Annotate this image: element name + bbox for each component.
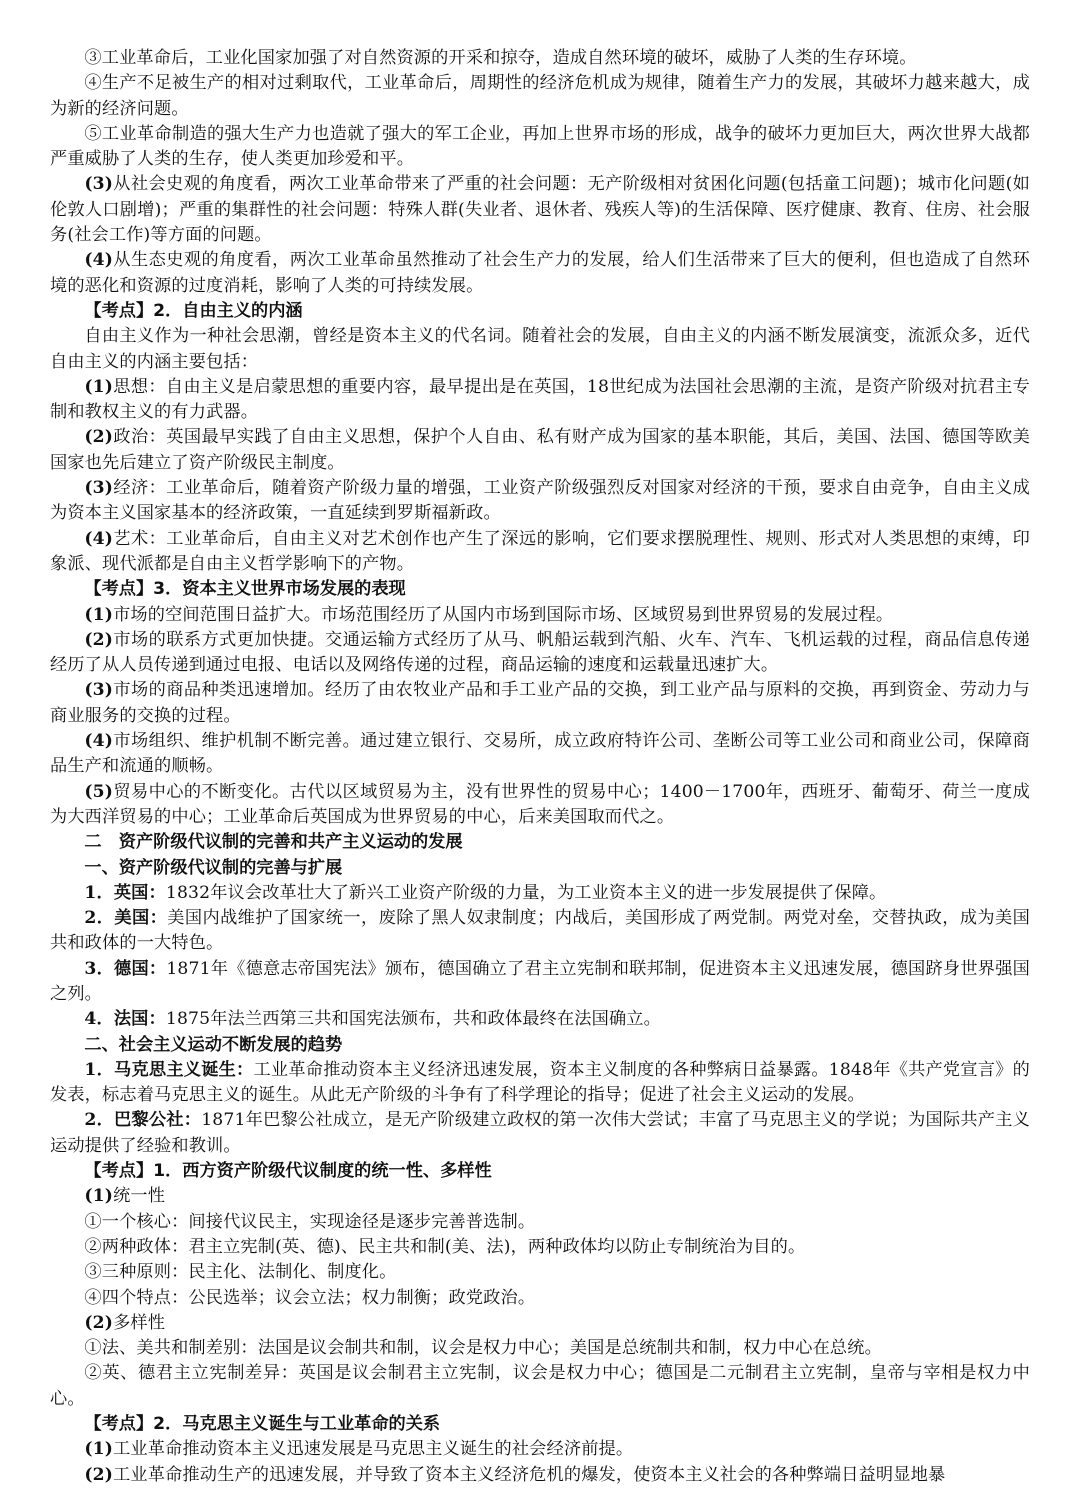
paragraph-text: 经济：工业革命后，随着资产阶级力量的增强，工业资产阶级强烈反对国家对经济的干预，要求自由竞争，自由主义成为资本主义国家基本的经济政策，一直延续到罗斯福新政。 (50, 478, 1030, 524)
paragraph (50, 628, 1030, 679)
paragraph (50, 324, 1030, 375)
paragraph-text: ①一个核心：间接代议民主，实现途径是逐步完善普选制。 (84, 1211, 536, 1232)
paragraph (50, 1108, 1030, 1159)
paragraph-lead: (2) (84, 629, 114, 650)
paragraph-lead: 2．美国： (84, 908, 168, 929)
paragraph-lead: (1) (84, 1439, 114, 1460)
paragraph-text: ①法、美共和制差别：法国是议会制共和制，议会是权力中心；美国是总统制共和制，权力中心在总统。 (84, 1338, 882, 1359)
paragraph-lead: 1．英国： (84, 882, 166, 903)
paragraph-text: 市场的联系方式更加快捷。交通运输方式经历了从马、帆船运载到汽船、火车、汽车、飞机运载的过程，商品信息传递经历了从人员传递到通过电报、电话以及网络传递的过程，商品运输的速度和运载量迅速扩大。 (50, 629, 1030, 676)
section-heading: 二、社会主义运动不断发展的趋势 (84, 1034, 343, 1055)
paragraph-text: ②英、德君主立宪制差异：英国是议会制君主立宪制，议会是权力中心；德国是二元制君主立宪制，皇帝与宰相是权力中心。 (50, 1363, 1030, 1409)
paragraph-lead: (2) (84, 1464, 114, 1485)
paragraph (50, 1210, 1030, 1235)
paragraph (50, 780, 1030, 831)
paragraph-lead: (2) (84, 427, 114, 448)
paragraph (50, 46, 1030, 71)
paragraph (50, 906, 1030, 957)
section-heading: 二 资产阶级代议制的完善和共产主义运动的发展 (84, 832, 463, 853)
paragraph-text: 多样性 (113, 1312, 166, 1333)
paragraph (50, 248, 1030, 299)
paragraph (50, 425, 1030, 476)
paragraph (50, 1336, 1030, 1361)
paragraph (50, 1058, 1030, 1109)
paragraph-lead: (2) (84, 1312, 114, 1333)
paragraph (50, 375, 1030, 426)
paragraph (50, 527, 1030, 578)
paragraph-text: 美国内战维护了国家统一，废除了黑人奴隶制度；内战后，美国形成了两党制。两党对垒，交替执政，成为美国共和政体的一大特色。 (50, 908, 1030, 954)
paragraph-text: ③工业革命后，工业化国家加强了对自然资源的开采和掠夺，造成自然环境的破坏，威胁了人类的生存环境。 (84, 48, 917, 68)
section-heading: 【考点】2．马克思主义诞生与工业革命的关系 (84, 1414, 441, 1435)
paragraph (50, 729, 1030, 780)
paragraph (50, 957, 1030, 1008)
paragraph-lead: (3) (84, 680, 114, 701)
paragraph-lead: 3．德国： (84, 958, 167, 979)
paragraph-lead: (3) (84, 174, 114, 195)
paragraph (50, 603, 1030, 628)
paragraph (50, 1311, 1030, 1336)
paragraph (50, 1184, 1030, 1209)
section-heading: 【考点】3．资本主义世界市场发展的表现 (84, 579, 406, 600)
paragraph-text: ③三种原则：民主化、法制化、制度化。 (84, 1262, 397, 1283)
paragraph-lead: (4) (84, 250, 114, 271)
paragraph (50, 1286, 1030, 1311)
paragraph (50, 1235, 1030, 1260)
paragraph-text: ⑤工业革命制造的强大生产力也造就了强大的军工企业，再加上世界市场的形成，战争的破坏力更加巨大，两次世界大战都严重威胁了人类的生存，使人类更加珍爱和平。 (50, 123, 1030, 170)
paragraph-text: 市场的商品种类迅速增加。经历了由农牧业产品和手工业产品的交换，到工业产品与原料的交换，再到资金、劳动力与商业服务的交换的过程。 (50, 680, 1030, 726)
paragraph-lead: (1) (84, 1186, 114, 1207)
paragraph (50, 1260, 1030, 1285)
paragraph (50, 881, 1030, 906)
paragraph-text: ②两种政体：君主立宪制(英、德)、民主共和制(美、法)，两种政体均以防止专制统治为目的。 (84, 1236, 806, 1257)
paragraph-lead: 1．马克思主义诞生： (84, 1059, 254, 1080)
paragraph-text: ④四个特点：公民选举；议会立法；权力制衡；政党政治。 (84, 1287, 536, 1308)
paragraph-text: 自由主义作为一种社会思潮，曾经是资本主义的代名词。随着社会的发展，自由主义的内涵不断发展演变，流派众多，近代自由主义的内涵主要包括： (50, 326, 1030, 372)
paragraph-text: 从社会史观的角度看，两次工业革命带来了严重的社会问题：无产阶级相对贫困化问题(包括童工问题)；城市化问题(如伦敦人口剧增)；严重的集群性的社会问题：特殊人群(失业者、退休者、残疾人等)的生活保障、医疗健康、教育、住房、社会服务(社会工作)等方面的问题。 (50, 174, 1030, 246)
paragraph-text: 市场组织、维护机制不断完善。通过建立银行、交易所，成立政府特许公司、垄断公司等工业公司和商业公司，保障商品生产和流通的顺畅。 (50, 731, 1030, 777)
paragraph (50, 1437, 1030, 1462)
paragraph-text: 1832年议会改革壮大了新兴工业资产阶级的力量，为工业资本主义的进一步发展提供了保障。 (165, 882, 887, 903)
paragraph (50, 1007, 1030, 1032)
paragraph (50, 172, 1030, 248)
paragraph (50, 122, 1030, 173)
paragraph-text: 统一性 (113, 1186, 166, 1207)
section-heading: 【考点】2．自由主义的内涵 (84, 300, 303, 321)
paragraph-lead: (4) (84, 528, 114, 549)
paragraph (50, 678, 1030, 729)
paragraph-text: 政治：英国最早实践了自由主义思想，保护个人自由、私有财产成为国家的基本职能，其后，美国、法国、德国等欧美国家也先后建立了资产阶级民主制度。 (50, 427, 1030, 473)
paragraph-text: 工业革命推动资本主义经济迅速发展，资本主义制度的各种弊病日益暴露。1848年《共产党宣言》的发表，标志着马克思主义的诞生。从此无产阶级的斗争有了科学理论的指导；促进了社会主义运动的发展。 (50, 1059, 1030, 1106)
paragraph-lead: (3) (84, 478, 114, 499)
paragraph-lead: (1) (84, 604, 114, 625)
paragraph (50, 1463, 1030, 1488)
paragraph-text: 1875年法兰西第三共和国宪法颁布，共和政体最终在法国确立。 (165, 1009, 661, 1030)
section-heading: 一、资产阶级代议制的完善与扩展 (84, 857, 343, 878)
paragraph-lead: 4．法国： (84, 1009, 166, 1030)
paragraph-text: 工业革命推动生产的迅速发展，并导致了资本主义经济危机的爆发，使资本主义社会的各种弊端日益明显地暴 (113, 1464, 946, 1485)
paragraph (50, 71, 1030, 122)
paragraph-text: 艺术：工业革命后，自由主义对艺术创作也产生了深远的影响，它们要求摆脱理性、规则、形式对人类思想的束缚，印象派、现代派都是自由主义哲学影响下的产物。 (50, 528, 1030, 574)
paragraph-text: 从生态史观的角度看，两次工业革命虽然推动了社会生产力的发展，给人们生活带来了巨大的便利，但也造成了自然环境的恶化和资源的过度消耗，影响了人类的可持续发展。 (50, 250, 1030, 296)
paragraph-lead: (4) (84, 731, 114, 752)
paragraph-text: 1871年巴黎公社成立，是无产阶级建立政权的第一次伟大尝试；丰富了马克思主义的学说；为国际共产主义运动提供了经验和教训。 (50, 1110, 1030, 1156)
paragraph-text: 1871年《德意志帝国宪法》颁布，德国确立了君主立宪制和联邦制，促进资本主义迅速发展，德国跻身世界强国之列。 (50, 958, 1030, 1004)
paragraph-text: 贸易中心的不断变化。古代以区域贸易为主，没有世界性的贸易中心；1400－1700年，西班牙、葡萄牙、荷兰一度成为大西洋贸易的中心；工业革命后英国成为世界贸易的中心，后来美国取而代之。 (50, 781, 1030, 827)
paragraph (50, 1361, 1030, 1412)
paragraph (50, 476, 1030, 527)
paragraph-text: 市场的空间范围日益扩大。市场范围经历了从国内市场到国际市场、区域贸易到世界贸易的发展过程。 (113, 604, 894, 625)
paragraph-text: 工业革命推动资本主义迅速发展是马克思主义诞生的社会经济前提。 (113, 1439, 634, 1460)
paragraph-text: 思想：自由主义是启蒙思想的重要内容，最早提出是在英国，18世纪成为法国社会思潮的主流，是资产阶级对抗君主专制和教权主义的有力武器。 (50, 376, 1030, 423)
paragraph-lead: (5) (84, 781, 114, 802)
paragraph-lead: (1) (84, 376, 114, 397)
paragraph-lead: 2．巴黎公社： (84, 1110, 202, 1131)
section-heading: 【考点】1．西方资产阶级代议制度的统一性、多样性 (84, 1161, 492, 1182)
paragraph-text: ④生产不足被生产的相对过剩取代，工业革命后，周期性的经济危机成为规律，随着生产力的发展，其破坏力越来越大，成为新的经济问题。 (50, 73, 1030, 119)
